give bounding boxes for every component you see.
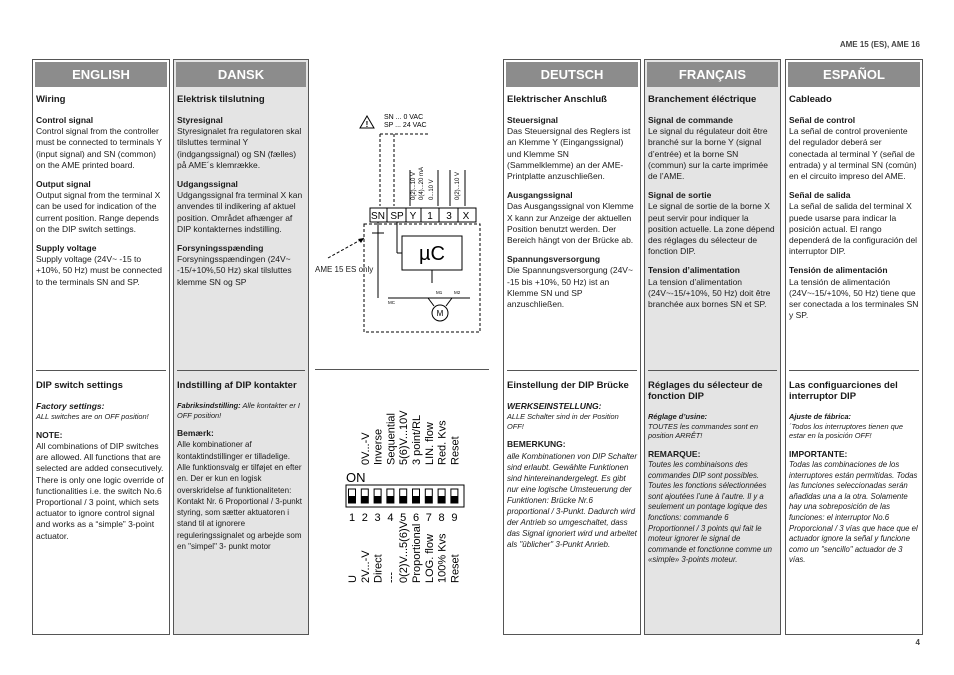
page-number: 4 [915,638,920,647]
dip-title: DIP switch settings [36,380,123,391]
terminal-block [370,208,476,222]
dip-switch-knob [413,496,420,503]
output-text: Udgangssignal fra terminal X kan anvendes til indikering af aktuel position. Området afhænger af DIP kontakternes indstilling. [177,190,303,234]
output-title: Signal de sortie [648,190,712,201]
tab-dansk: DANSK [176,62,306,87]
note-text: Todas las combinaciones de los interruptores están permitidas. Todas las funciones seleccionadas serán añadidas una a la otra. Solamente hay una sobreposición de las funciones: el interruptor No.6 Proporcional / 3 vías que hace que el actuador ignore la señal y funcione como un "sencillo" actuador de 3 vías. [789,459,918,565]
signal-label-1: 0(2)...10 V [411,171,417,200]
dip-title: Réglages du sélecteur de fonction DIP [648,380,763,402]
factory-text: ALL switches are on OFF position! [36,412,149,422]
dip-number: 9 [451,512,458,524]
motor-label-m1: M1 [436,290,443,295]
factory-label: Ajuste de fábrica: [789,412,852,421]
note-label: IMPORTANTE: [789,448,848,459]
signal-label-2: 0(4)...20 mA [419,166,425,200]
motor-label-mc: MC [388,300,395,305]
wiring-title: Wiring [36,94,66,105]
control-text: Styresignalet fra regulatoren skal tilsluttes terminal Y (indgangssignal) og SN (fælles) på AME´s klemrække. [177,126,302,170]
terminal-1: 1 [427,211,433,222]
note-text: All combinations of DIP switches are allowed. All functions that are selected are added consecutively. There is only one logic override of functionalities i.e. the switch No.6 Proportional / 3 point, which sets actuator to ignore control signal and works as a “simple” 3-point actuator. [36,441,164,541]
supply-text: Forsyningsspændingen (24V~ -15/+10%,50 Hz) skal tilsluttes klemme SN og SP [177,254,292,287]
factory-label: Factory settings: [36,401,105,411]
control-title: Control signal [36,115,94,125]
dip-number: 1 [348,512,356,524]
dip-on-function: Sequential [385,413,398,465]
model-header: AME 15 (ES), AME 16 [839,40,920,49]
control-text: Das Steuersignal des Reglers ist an Klemme Y (Eingangssignal) und Klemme SN (Sammelklemme) an der AME-Printplatte anzuschließen. [507,126,631,182]
terminal-3: 3 [446,211,452,222]
note-label: NOTE: [36,429,63,440]
dip-switch-knob [425,496,432,503]
dip-off-function: Proportional [411,523,423,583]
column-dansk [173,59,309,635]
tab-english: ENGLISH [35,62,167,87]
wiring-title: Elektrischer Anschluß [507,94,607,105]
dip-title: Las configuarciones del interruptor DIP [789,380,898,402]
dip-number: 8 [438,512,445,524]
wiring-diagram [320,108,490,338]
section-divider [177,370,305,371]
output-text: Le signal de sortie de la borne X peut servir pour indiquer la position actuelle. La zone dépend des réglages du sélecteur de fonction DIP. [648,201,775,257]
tab-espanol: ESPAÑOL [788,62,920,87]
note-text: alle Kombinationen von DIP Schalter sind erlaubt. Gewählte Funktionen sind hintereinandergelegt. Es gibt nur eine logische Umsteuerung der Funktionen: Brücke Nr.6 proportional / 3-Punkt. Dadurch wird der Antrieb so umgeschaltet, dass das Signal ignoriert wird und arbeitet als "üblicher" 3-Punkt Anrieb. [507,451,637,549]
factory-text: TOUTES les commandes sont en position ARRÊT! [648,421,758,441]
tab-deutsch: DEUTSCH [506,62,638,87]
section-divider [507,370,637,371]
section-divider [648,370,777,371]
dip-switch-knob [374,496,381,503]
section-divider [789,370,919,371]
dip-off-function: U [347,575,359,583]
signal-label-3: 0...10 V [429,179,435,200]
wiring-title: Cableado [789,94,832,105]
control-title: Steuersignal [507,115,559,125]
dip-number: 6 [412,512,420,524]
dip-on-function: Inverse [372,428,385,465]
output-text: La señal de salida del terminal X puede usarse para indicar la posición actual. El rango dependerá de la configuración del interruptor DIP. [789,201,918,257]
dip-on-label: ON [346,470,366,485]
supply-text: La tensión de alimentación (24V~-15/+10%, 50 Hz) tiene que ser conectada a los terminales SN y SP. [789,276,919,321]
tab-francais: FRANÇAIS [647,62,778,87]
note-text: Alle kombinationer af kontaktindstillinger er tilladelige. Alle funktionsvalg er tilføjet en efter en. Der er kun en logisk overskridelse af funktionaliteten: Kontakt Nr. 6 Proportional / 3-punkt styring, som sætter aktuatoren i stand til at ignorere reguleringssignalet og arbejde som en "simpel" 3- punkt motor [177,440,302,552]
dip-off-function: LOG. flow [423,534,436,583]
dip-number: 7 [425,512,432,524]
chip-label: µC [419,243,445,265]
terminal-sp: SP [390,211,404,222]
supply-text: Die Spannungsversorgung (24V~ -15 bis +10%, 50 Hz) ist an Klemme SN und SP anzuschließen. [507,265,633,310]
control-text: Control signal from the controller must be connected to terminals Y (input signal) and SN (common) on the AME printed board. [36,126,162,170]
signal-label-4: 0(2)...10 V [455,171,461,200]
supply-text: Supply voltage (24V~ -15 to +10%, 50 Hz) must be connected to the terminals SN and SP. [36,254,162,287]
dip-switch-knob [361,496,368,503]
control-text: Le signal du régulateur doit être branché sur la borne Y (signal d’entrée) et la borne SN (commun) sur la carte imprimée de l’AME. [648,126,768,182]
dip-title: Indstilling af DIP kontakter [177,380,297,391]
factory-text: ALLE Schalter sind in der Position OFF! [507,412,619,431]
column-deutsch [503,59,641,635]
terminal-sn: SN [371,211,385,222]
note-label: REMARQUE: [648,448,701,459]
dip-switch-knob [387,496,394,503]
supply-title: Supply voltage [36,243,97,254]
ame15-only-note: AME 15 ES only [315,265,374,274]
svg-text:M: M [436,309,444,318]
supply-title: Tension d’alimentation [648,265,740,276]
wiring-title: Branchement éléctrique [648,94,757,105]
supply-title: Tensión de alimentación [789,265,888,276]
dip-number: 4 [387,512,394,524]
supply-title: Spannungsversorgung [507,254,601,265]
dip-number: 3 [374,512,381,524]
dip-title: Einstellung der DIP Brücke [507,380,629,391]
dip-on-function: 3 point/RL [411,414,423,465]
svg-text:!: ! [365,120,369,129]
factory-label: Réglage d’usine: [648,412,708,421]
dip-off-function: 100% Kvs [436,533,449,583]
output-text: Das Ausgangssignal von Klemme X kann zur Anzeige der aktuellen Position benutzt werden. Der Bereich hängt von der Brücke ab. [507,201,634,246]
supply-text: La tension d’alimentation (24V~-15/+10%, 50 Hz) doit être branchée aux bornes SN et SP. [648,276,771,310]
control-title: Styresignal [177,115,223,125]
dip-on-function: Reset [449,436,462,465]
note-label: BEMERKUNG: [507,439,566,450]
supply-label-0vac: SN ... 0 VAC [384,114,424,121]
dip-switch-diagram [340,385,470,585]
output-title: Udgangssignal [177,179,238,190]
section-divider [315,369,489,370]
dip-switch-knob [400,496,407,503]
column-francais [644,59,781,635]
dip-switch-knob [438,496,445,503]
output-title: Output signal [36,179,91,190]
dip-off-function: Direct [372,554,385,583]
dip-switch-knob [349,496,356,503]
dip-switch-knob [451,496,458,503]
factory-text: Alle kontakter er I OFF position! [177,401,300,420]
section-divider [36,370,166,371]
dip-on-function: LIN. flow [423,422,436,465]
dip-off-function: 2V...-V [359,550,372,583]
warning-icon [360,116,374,129]
column-english [32,59,170,635]
control-title: Signal de commande [648,115,734,125]
wiring-title: Elektrisk tilslutning [177,94,265,105]
note-label: Bemærk: [177,428,214,439]
dip-number: 2 [361,512,368,524]
output-title: Señal de salida [789,190,851,201]
motor-label-m2: M2 [454,290,461,295]
supply-label-24vac: SP ... 24 VAC [384,122,427,129]
dip-on-function: Red. Kvs [436,420,449,465]
dip-on-function: 0V...-V [359,432,372,465]
output-title: Ausgangssignal [507,190,573,201]
note-text: Toutes les combinaisons des commandes DIP sont possibles. Toutes les fonctions sélectionnées sont ajoutées l’une à l’autre. Il y a seulement un pontage logique des fonctions: commande 6 Proportionnel / 3 points qui fait le moteur ignorer le signal de commande et fonctionne comme un «simple» 3-points moteur. [648,459,772,565]
control-title: Señal de control [789,115,856,125]
dip-off-function: --- [385,572,398,583]
dip-off-function: 0(2)V...5(6)V [398,521,411,583]
dip-number: 5 [400,512,407,524]
dip-on-function: 5(6)V...10V [398,410,411,465]
output-text: Output signal from the terminal X can be used for indication of the current position. Range depends on the DIP switch settings. [36,190,161,234]
column-espanol [785,59,923,635]
control-text: La señal de control proveniente del regulador deberá ser conectada al terminal Y (señal de entrada) y al terminal SN (común) en el circuito impreso del AME. [789,126,917,182]
factory-label: Fabriksindstilling: [177,401,241,410]
supply-title: Forsyningsspænding [177,243,264,254]
dip-off-function: Reset [449,554,462,583]
terminal-x: X [462,211,470,222]
factory-text: ´Todos los interruptores tienen que estar en la posición OFF! [789,421,903,441]
terminal-y: Y [409,211,417,222]
factory-label: WERKSEINSTELLUNG: [507,401,602,411]
